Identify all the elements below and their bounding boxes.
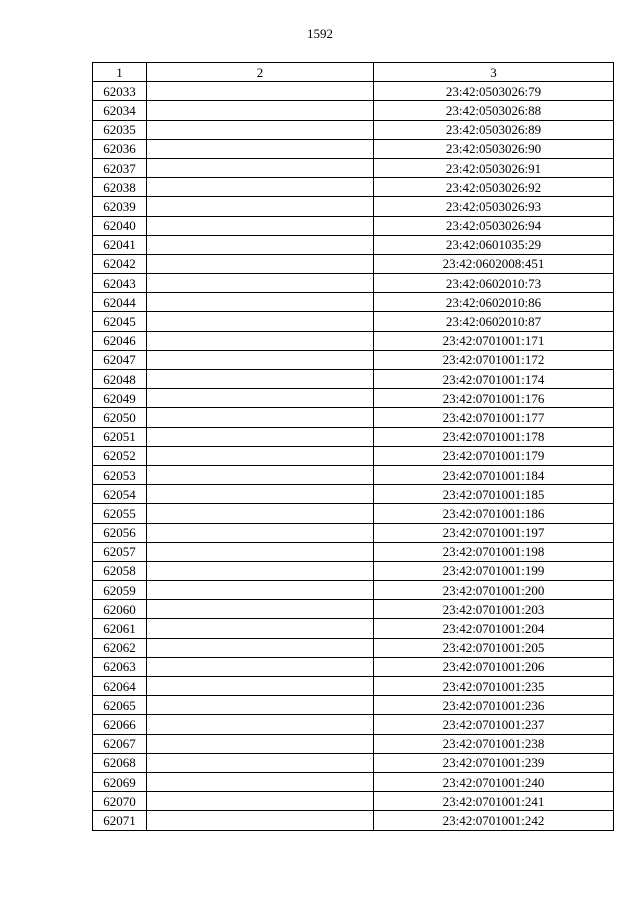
row-number-cell: 62036 (93, 139, 147, 158)
row-number-cell: 62044 (93, 293, 147, 312)
description-cell (147, 408, 374, 427)
description-cell (147, 389, 374, 408)
row-number-cell: 62064 (93, 677, 147, 696)
description-cell (147, 350, 374, 369)
row-number-cell: 62068 (93, 753, 147, 772)
cadastral-number-cell: 23:42:0602010:86 (374, 293, 614, 312)
row-number-cell: 62037 (93, 158, 147, 177)
table-row (93, 82, 614, 101)
cadastral-number-cell: 23:42:0701001:240 (374, 772, 614, 791)
cadastral-number-cell: 23:42:0701001:239 (374, 753, 614, 772)
table-row (93, 254, 614, 273)
description-cell (147, 811, 374, 830)
cadastral-number-cell: 23:42:0503026:79 (374, 82, 614, 101)
table-row (93, 274, 614, 293)
row-number-cell: 62055 (93, 504, 147, 523)
table-row (93, 657, 614, 676)
description-cell (147, 139, 374, 158)
description-cell (147, 158, 374, 177)
cadastral-number-cell: 23:42:0601035:29 (374, 235, 614, 254)
description-cell (147, 120, 374, 139)
cadastral-number-cell: 23:42:0701001:178 (374, 427, 614, 446)
description-cell (147, 753, 374, 772)
description-cell (147, 82, 374, 101)
cadastral-number-cell: 23:42:0503026:91 (374, 158, 614, 177)
cadastral-number-cell: 23:42:0701001:242 (374, 811, 614, 830)
row-number-cell: 62048 (93, 370, 147, 389)
cadastral-number-cell: 23:42:0701001:198 (374, 542, 614, 561)
description-cell (147, 523, 374, 542)
cadastral-number-cell: 23:42:0701001:176 (374, 389, 614, 408)
table-row (93, 389, 614, 408)
cadastral-number-cell: 23:42:0701001:236 (374, 696, 614, 715)
cadastral-number-cell: 23:42:0701001:241 (374, 792, 614, 811)
row-number-cell: 62033 (93, 82, 147, 101)
table-header-row (93, 63, 614, 82)
table-row (93, 158, 614, 177)
cadastral-number-cell: 23:42:0503026:88 (374, 101, 614, 120)
table-row (93, 561, 614, 580)
cadastral-number-cell: 23:42:0701001:238 (374, 734, 614, 753)
description-cell (147, 561, 374, 580)
cadastral-number-cell: 23:42:0503026:94 (374, 216, 614, 235)
description-cell (147, 504, 374, 523)
description-cell (147, 312, 374, 331)
cadastral-number-cell: 23:42:0503026:92 (374, 178, 614, 197)
cadastral-number-cell: 23:42:0503026:89 (374, 120, 614, 139)
description-cell (147, 465, 374, 484)
table-row (93, 139, 614, 158)
cadastral-number-cell: 23:42:0701001:177 (374, 408, 614, 427)
registry-table (92, 62, 614, 831)
row-number-cell: 62040 (93, 216, 147, 235)
description-cell (147, 619, 374, 638)
row-number-cell: 62061 (93, 619, 147, 638)
cadastral-number-cell: 23:42:0602008:451 (374, 254, 614, 273)
description-cell (147, 581, 374, 600)
description-cell (147, 235, 374, 254)
description-cell (147, 696, 374, 715)
row-number-cell: 62035 (93, 120, 147, 139)
row-number-cell: 62046 (93, 331, 147, 350)
table-row (93, 772, 614, 791)
table-row (93, 312, 614, 331)
table-row (93, 753, 614, 772)
cadastral-number-cell: 23:42:0701001:197 (374, 523, 614, 542)
cadastral-number-cell: 23:42:0701001:186 (374, 504, 614, 523)
table-row (93, 715, 614, 734)
description-cell (147, 792, 374, 811)
row-number-cell: 62060 (93, 600, 147, 619)
table-row (93, 811, 614, 830)
cadastral-number-cell: 23:42:0701001:235 (374, 677, 614, 696)
row-number-cell: 62043 (93, 274, 147, 293)
column-header-1: 1 (93, 63, 147, 82)
row-number-cell: 62042 (93, 254, 147, 273)
table-row (93, 350, 614, 369)
description-cell (147, 600, 374, 619)
description-cell (147, 293, 374, 312)
table-row (93, 293, 614, 312)
row-number-cell: 62066 (93, 715, 147, 734)
cadastral-number-cell: 23:42:0701001:206 (374, 657, 614, 676)
table-row (93, 408, 614, 427)
cadastral-number-cell: 23:42:0701001:171 (374, 331, 614, 350)
table-row (93, 619, 614, 638)
row-number-cell: 62056 (93, 523, 147, 542)
row-number-cell: 62059 (93, 581, 147, 600)
cadastral-number-cell: 23:42:0701001:203 (374, 600, 614, 619)
row-number-cell: 62045 (93, 312, 147, 331)
row-number-cell: 62063 (93, 657, 147, 676)
row-number-cell: 62047 (93, 350, 147, 369)
table-row (93, 120, 614, 139)
cadastral-number-cell: 23:42:0701001:200 (374, 581, 614, 600)
table-row (93, 485, 614, 504)
table-row (93, 465, 614, 484)
cadastral-number-cell: 23:42:0602010:73 (374, 274, 614, 293)
description-cell (147, 734, 374, 753)
table-row (93, 792, 614, 811)
cadastral-number-cell: 23:42:0602010:87 (374, 312, 614, 331)
table-row (93, 734, 614, 753)
row-number-cell: 62039 (93, 197, 147, 216)
cadastral-number-cell: 23:42:0701001:184 (374, 465, 614, 484)
cadastral-number-cell: 23:42:0701001:205 (374, 638, 614, 657)
cadastral-number-cell: 23:42:0503026:93 (374, 197, 614, 216)
cadastral-number-cell: 23:42:0701001:185 (374, 485, 614, 504)
cadastral-number-cell: 23:42:0701001:172 (374, 350, 614, 369)
row-number-cell: 62069 (93, 772, 147, 791)
table-row (93, 696, 614, 715)
description-cell (147, 216, 374, 235)
cadastral-number-cell: 23:42:0701001:204 (374, 619, 614, 638)
cadastral-number-cell: 23:42:0701001:174 (374, 370, 614, 389)
column-header-2: 2 (147, 63, 374, 82)
cadastral-number-cell: 23:42:0503026:90 (374, 139, 614, 158)
description-cell (147, 446, 374, 465)
row-number-cell: 62051 (93, 427, 147, 446)
cadastral-number-cell: 23:42:0701001:179 (374, 446, 614, 465)
description-cell (147, 427, 374, 446)
cadastral-number-cell: 23:42:0701001:199 (374, 561, 614, 580)
table-row (93, 581, 614, 600)
row-number-cell: 62050 (93, 408, 147, 427)
table-row (93, 427, 614, 446)
row-number-cell: 62071 (93, 811, 147, 830)
table-row (93, 197, 614, 216)
row-number-cell: 62049 (93, 389, 147, 408)
table-row (93, 370, 614, 389)
description-cell (147, 657, 374, 676)
row-number-cell: 62038 (93, 178, 147, 197)
table-row (93, 677, 614, 696)
description-cell (147, 274, 374, 293)
row-number-cell: 62065 (93, 696, 147, 715)
table-row (93, 600, 614, 619)
row-number-cell: 62070 (93, 792, 147, 811)
column-header-3: 3 (374, 63, 614, 82)
cadastral-number-cell: 23:42:0701001:237 (374, 715, 614, 734)
description-cell (147, 485, 374, 504)
table-row (93, 178, 614, 197)
table-body (93, 82, 614, 830)
row-number-cell: 62062 (93, 638, 147, 657)
row-number-cell: 62054 (93, 485, 147, 504)
table-row (93, 101, 614, 120)
description-cell (147, 542, 374, 561)
description-cell (147, 772, 374, 791)
row-number-cell: 62057 (93, 542, 147, 561)
row-number-cell: 62052 (93, 446, 147, 465)
table-row (93, 331, 614, 350)
row-number-cell: 62053 (93, 465, 147, 484)
table-row (93, 235, 614, 254)
description-cell (147, 254, 374, 273)
description-cell (147, 197, 374, 216)
table-row (93, 523, 614, 542)
description-cell (147, 715, 374, 734)
row-number-cell: 62041 (93, 235, 147, 254)
row-number-cell: 62067 (93, 734, 147, 753)
description-cell (147, 370, 374, 389)
description-cell (147, 101, 374, 120)
description-cell (147, 677, 374, 696)
page-number: 1592 (307, 26, 333, 41)
description-cell (147, 331, 374, 350)
row-number-cell: 62058 (93, 561, 147, 580)
table-row (93, 638, 614, 657)
table-row (93, 542, 614, 561)
row-number-cell: 62034 (93, 101, 147, 120)
table-row (93, 446, 614, 465)
description-cell (147, 638, 374, 657)
description-cell (147, 178, 374, 197)
table-row (93, 216, 614, 235)
table-row (93, 504, 614, 523)
